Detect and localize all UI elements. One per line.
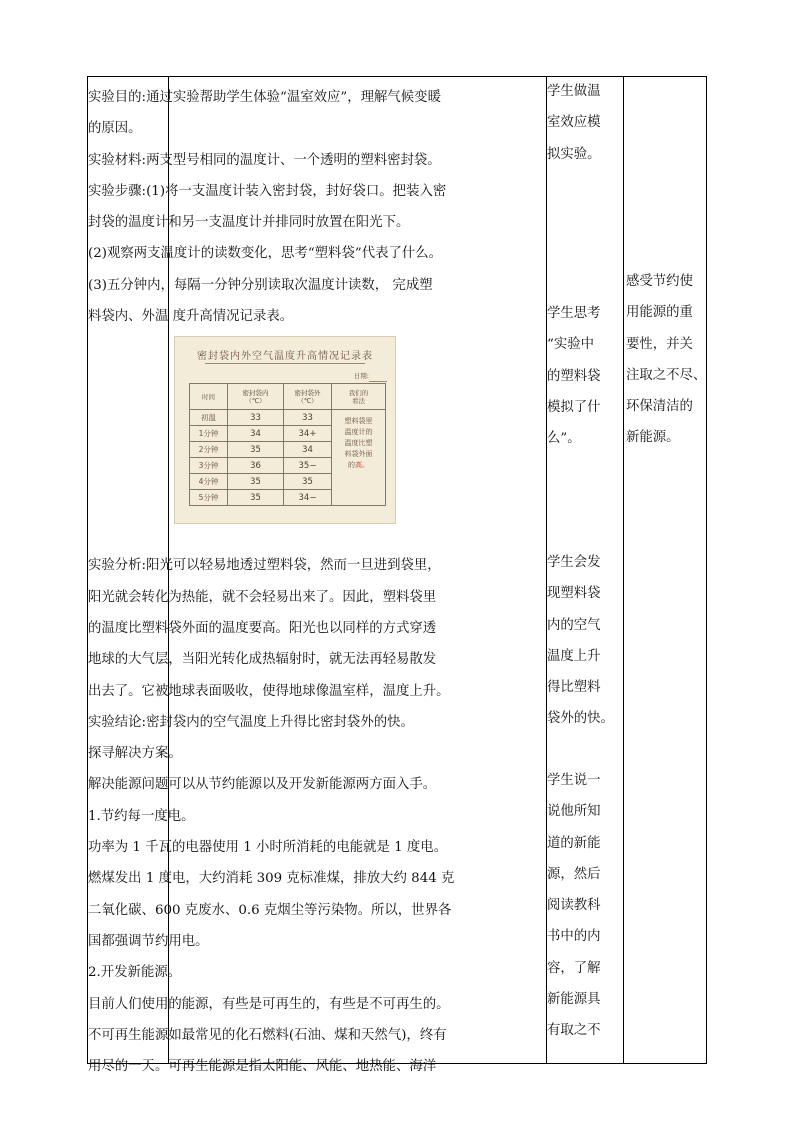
text-line: 功率为 1 千瓦的电器使用 1 小时所消耗的电能就是 1 度电。	[88, 840, 448, 856]
time-cell: 4分钟	[190, 474, 228, 490]
text-line: 实验材料:两支型号相同的温度计、一个透明的塑料密封袋。	[88, 152, 441, 168]
header-cell: 密封袋外 （℃）	[284, 384, 332, 410]
text-line: 实验步骤:(1)将一支温度计装入密封袋，封好袋口。把装入密	[88, 183, 447, 199]
text-line: 二氧化碳、600 克废水、0.6 克烟尘等污染物。所以，世界各	[88, 902, 452, 918]
text-line: 实验目的:通过实验帮助学生体验“温室效应”，理解气候变暖	[88, 90, 441, 105]
time-cell: 2分钟	[190, 442, 228, 458]
time-cell: 5分钟	[190, 490, 228, 506]
text-line: 不可再生能源如最常见的化石燃料(石油、煤和天然气)，终有	[88, 1027, 447, 1043]
opinion-line: 塑料袋里	[344, 417, 373, 425]
text-line: 用尽的一天。可再生能源是指太阳能、风能、地热能、海洋	[88, 1059, 437, 1075]
date-underline	[369, 381, 387, 382]
text-line: 解决能源问题可以从节约能源以及开发新能源两方面入手。	[88, 777, 437, 793]
title-underline	[205, 363, 365, 364]
text-line: 1.节约每一度电。	[88, 808, 195, 824]
inside-temp-cell: 35	[228, 442, 284, 458]
opinion-note	[332, 410, 385, 471]
inside-temp-cell: 33	[228, 410, 284, 426]
inside-temp-cell: 36	[228, 458, 284, 474]
text-line: 目前人们使用的能源，有些是可再生的，有些是不可再生的。	[88, 996, 450, 1012]
header-cell: 时间	[190, 384, 228, 410]
text-line: 2.开发新能源。	[88, 965, 182, 981]
text-line: 实验结论:密封袋内的空气温度上升得比密封袋外的快。	[88, 714, 414, 730]
outside-temp-cell: 35	[284, 474, 332, 490]
inside-temp-cell: 35	[228, 490, 284, 506]
opinion-line-last	[332, 460, 385, 471]
opinion-cell	[332, 410, 386, 506]
text-line: (3)五分钟内，每隔一分钟分别读取次温度计读数， 完成塑	[88, 277, 433, 293]
opinion-line: 温度比塑	[344, 439, 373, 447]
inside-temp-cell: 34	[228, 426, 284, 442]
header-cell: 密封袋内 （℃）	[228, 384, 284, 410]
text-line: 地球的大气层，当阳光转化成热辐射时，就无法再轻易散发	[88, 652, 437, 668]
opinion-text: 的	[348, 461, 355, 469]
activity-text	[88, 82, 456, 1082]
text-line: 国都强调节约用电。	[88, 933, 209, 949]
student-activity-2: 学生思考 “实验中 的塑料袋 模拟了什 么”。	[547, 306, 601, 447]
opinion-line: 温度计的	[344, 428, 373, 436]
outside-temp-cell: 35−	[284, 458, 332, 474]
student-activity-4: 学生说一 说他所知 道的新能 源，然后 阅读教科 书中的内 容，了解 新能源具 有取之不	[547, 773, 601, 1039]
opinion-line: 料袋外面	[344, 450, 373, 458]
student-activity-3: 学生会发 现塑料袋 内的空气 温度上升 得比塑料 袋外的快。	[547, 555, 614, 727]
outside-temp-cell: 34+	[284, 426, 332, 442]
record-table	[189, 383, 386, 506]
text-line: 阳光就会转化为热能，就不会轻易出来了。因此，塑料袋里	[88, 589, 437, 605]
inside-temp-cell: 35	[228, 474, 284, 490]
text-line: 的原因。	[88, 121, 142, 137]
student-activity-1: 学生做温 室效应模 拟实验。	[547, 84, 601, 162]
design-intent-1: 感受节约使 用能源的重 要性，并关 注取之不尽、 环保清洁的 新能源。	[626, 274, 707, 446]
text-line: 封袋的温度计和另一支温度计并排同时放置在阳光下。	[88, 215, 410, 231]
outside-temp-cell: 34	[284, 442, 332, 458]
record-sheet-title: 密封袋内外空气温度升高情况记录表	[197, 351, 373, 362]
text-line: (2)观察两支温度计的读数变化，思考“塑料袋”代表了什么。	[88, 246, 443, 262]
text-line: 实验分析:阳光可以轻易地透过塑料袋，然而一旦进到袋里，	[88, 558, 441, 574]
time-cell: 3分钟	[190, 458, 228, 474]
time-cell: 1分钟	[190, 426, 228, 442]
text-line: 料袋内、外温 度升高情况记录表。	[88, 309, 294, 325]
opinion-end: 。	[362, 461, 369, 469]
table-row	[190, 410, 386, 426]
text-line: 出去了。它被地球表面吸收，使得地球像温室样，温度上升。	[88, 683, 450, 699]
record-sheet-date-label: 日期:	[353, 372, 369, 380]
header-cell: 我们的 看法	[332, 384, 386, 410]
text-line: 的温度比塑料袋外面的温度要高。阳光也以同样的方式穿透	[88, 620, 437, 636]
record-table-header	[190, 384, 386, 410]
time-cell: 初温	[190, 410, 228, 426]
outside-temp-cell: 33	[284, 410, 332, 426]
text-line: 燃煤发出 1 度电，大约消耗 309 克标准煤，排放大约 844 克	[88, 871, 455, 887]
column-intent	[623, 77, 707, 1063]
outside-temp-cell: 34−	[284, 490, 332, 506]
opinion-highlight: 高	[355, 461, 362, 469]
text-line: 探寻解决方案。	[88, 746, 182, 762]
record-sheet-photo	[174, 336, 396, 524]
